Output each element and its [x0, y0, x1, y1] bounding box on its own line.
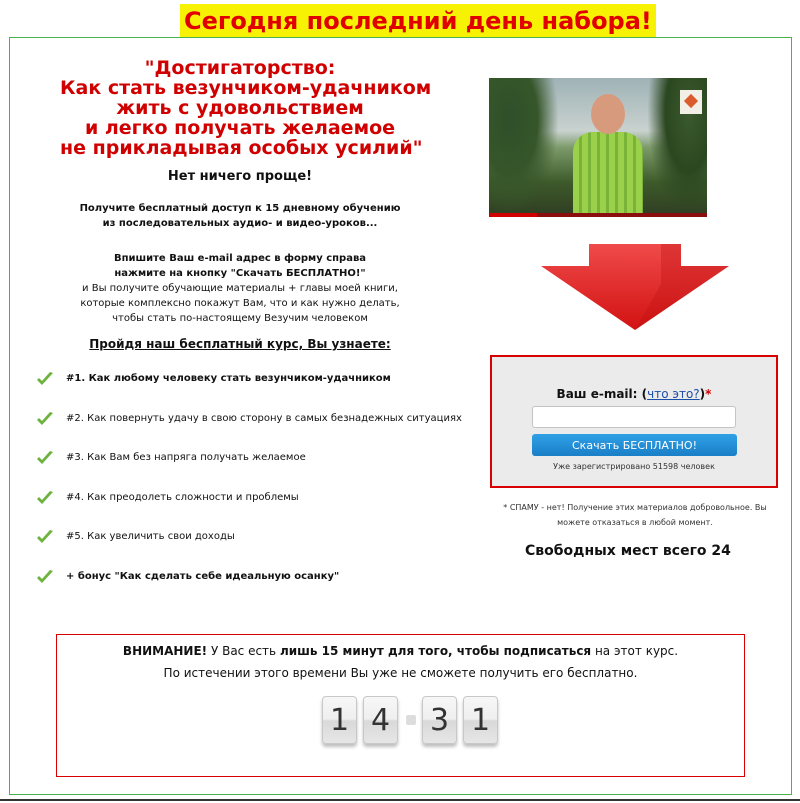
headline-line: и легко получать желаемое [84, 117, 396, 139]
what-is-this-link[interactable]: что это? [647, 387, 700, 401]
countdown-timer [322, 696, 504, 744]
signup-form [490, 355, 778, 488]
benefit-item [36, 373, 462, 413]
check-icon [36, 371, 54, 387]
headline-line: "Достигаторство: [144, 57, 336, 79]
timer-digit: 1 [322, 696, 357, 744]
page-bottom-border [0, 799, 800, 801]
intro-text [40, 201, 440, 231]
attention-box [56, 634, 745, 777]
attention-line: По истечении этого времени Вы уже не сможете получить его бесплатно. [163, 666, 638, 680]
spam-notice [494, 500, 776, 530]
benefit-item [36, 413, 462, 453]
help-paren: ) [699, 387, 706, 401]
instructions-line: нажмите на кнопку "Скачать БЕСПЛАТНО!" [114, 268, 366, 279]
headline [60, 57, 432, 159]
subheadline: Нет ничего проще! [167, 169, 313, 184]
video-thumbnail[interactable] [489, 78, 707, 217]
benefit-text: #3. Как Вам без напряга получать желаемое [66, 452, 306, 463]
instructions-line: которые комплексно покажут Вам, что и как нужно делать, [80, 298, 400, 309]
learn-heading: Пройдя наш бесплатный курс, Вы узнаете: [89, 337, 391, 351]
check-icon [36, 411, 54, 427]
check-icon [36, 450, 54, 466]
check-icon [36, 529, 54, 545]
headline-line: Как стать везунчиком-удачником [60, 77, 432, 99]
video-progress-bar[interactable] [489, 213, 707, 217]
intro-line: из последовательных аудио- и видео-уроков... [102, 218, 378, 229]
benefits-list [36, 373, 462, 610]
required-mark: * [705, 387, 712, 401]
benefit-text: #5. Как увеличить свои доходы [66, 531, 235, 542]
timer-separator [406, 715, 416, 725]
benefit-text: #1. Как любому человеку стать везунчиком-удачником [66, 373, 391, 384]
headline-line: жить с удовольствием [116, 97, 364, 119]
attention-emphasis: лишь 15 минут для того, чтобы подписаться [279, 644, 592, 658]
benefit-text: #4. Как преодолеть сложности и проблемы [66, 491, 299, 503]
benefit-item [36, 452, 462, 492]
attention-text: на этот курс. [591, 644, 679, 658]
benefit-item [36, 492, 462, 532]
video-logo [680, 90, 702, 114]
benefit-item [36, 571, 462, 611]
headline-line: не прикладывая особых усилий" [60, 137, 423, 159]
attention-warning: ВНИМАНИЕ! [122, 644, 208, 658]
email-label [492, 387, 776, 401]
email-label-text: Ваш e-mail: [556, 387, 638, 401]
help-paren: ( [641, 387, 648, 401]
instructions-text [40, 251, 440, 326]
video-progress-fill [489, 213, 537, 217]
attention-line [57, 644, 744, 658]
presenter-head [591, 94, 625, 134]
timer-digit: 3 [422, 696, 457, 744]
video-presenter [573, 94, 643, 217]
instructions-line: чтобы стать по-настоящему Везучим человеком [112, 313, 368, 324]
registered-count: Уже зарегистрировано 51598 человек [553, 462, 715, 471]
download-free-button[interactable]: Скачать БЕСПЛАТНО! [532, 434, 737, 456]
down-arrow-icon [541, 244, 729, 330]
benefit-item [36, 531, 462, 571]
benefit-text: #2. Как повернуть удачу в свою сторону в самых безнадежных ситуациях [66, 412, 462, 424]
timer-digit: 1 [463, 696, 498, 744]
video-background [489, 78, 559, 217]
timer-digit: 4 [363, 696, 398, 744]
instructions-line: и Вы получите обучающие материалы + главы моей книги, [82, 283, 398, 294]
banner-title: Сегодня последний день набора! [180, 4, 656, 38]
attention-text: У Вас есть [207, 644, 280, 658]
seats-available: Свободных мест всего 24 [525, 543, 731, 559]
email-input[interactable] [532, 406, 736, 428]
intro-line: Получите бесплатный доступ к 15 дневному обучению [79, 203, 401, 214]
presenter-shirt [573, 132, 643, 217]
check-icon [36, 490, 54, 506]
check-icon [36, 569, 54, 585]
benefit-text: + бонус "Как сделать себе идеальную осанку" [66, 570, 340, 582]
spam-line: можете отказаться в любой момент. [557, 518, 713, 527]
instructions-line: Впишите Ваш e-mail адрес в форму справа [113, 253, 367, 264]
spam-line: * СПАМУ - нет! Получение этих материалов добровольное. Вы [503, 503, 767, 512]
